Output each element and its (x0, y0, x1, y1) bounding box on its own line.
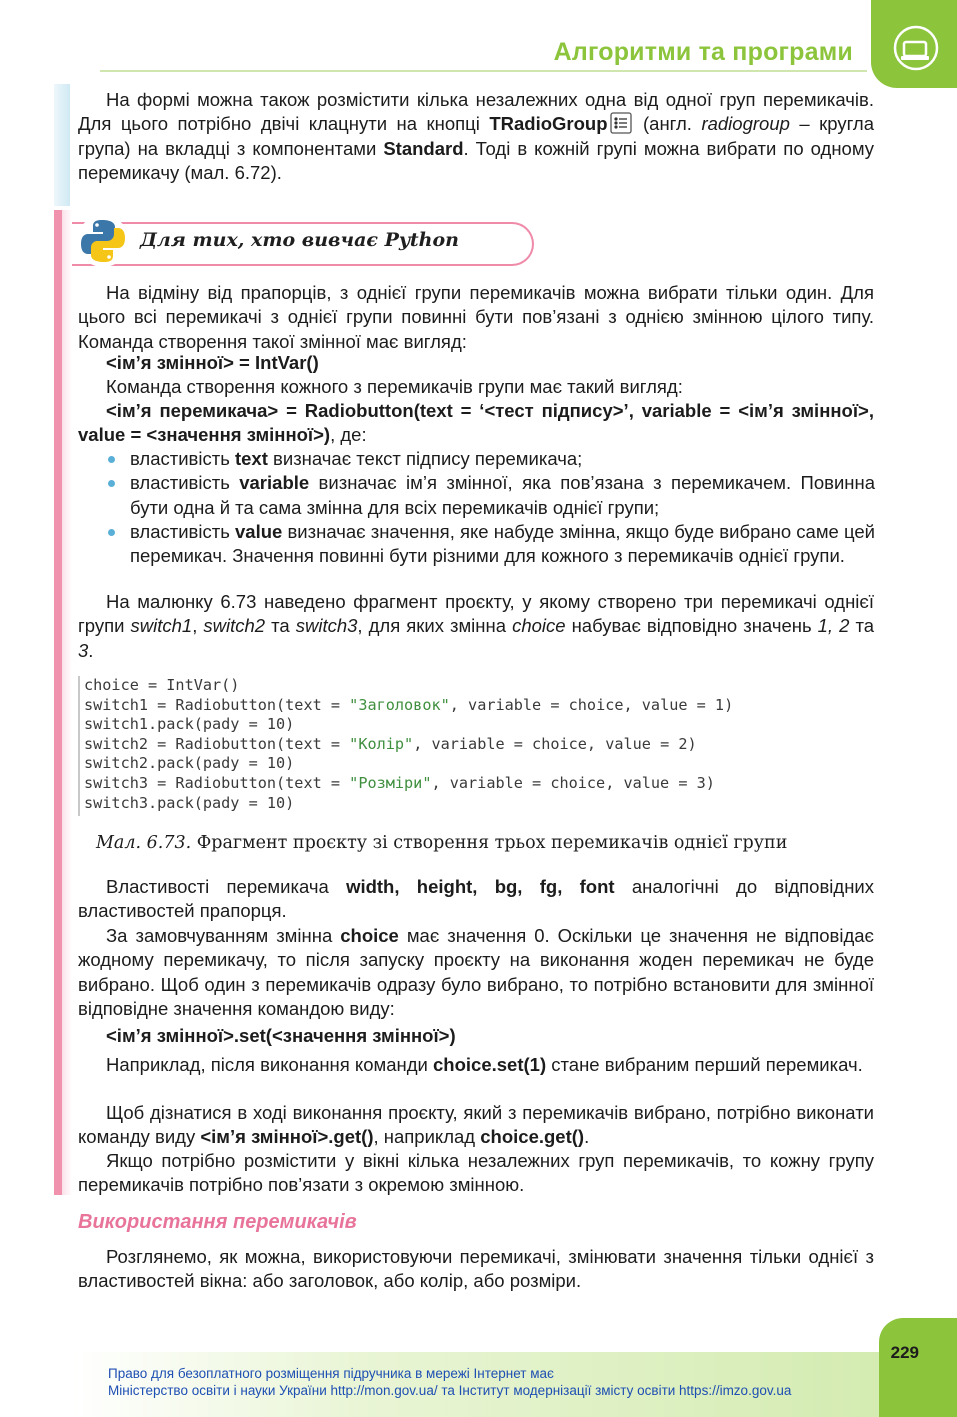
bullet-icon (108, 456, 115, 463)
intvar-command: <ім’я змінної> = IntVar() (106, 352, 319, 373)
python-paragraph-6: Наприклад, після виконання команди choice.set(1) стане вибраним перший перемикач. (106, 1054, 863, 1075)
section-heading: Використання перемикачів (78, 1211, 357, 1233)
chapter-title: Алгоритми та програми (553, 38, 853, 66)
code-line: choice = IntVar() (84, 676, 240, 694)
bullet-icon (108, 529, 115, 536)
code-line: switch1 = Radiobutton(text = "Заголовок", variable = choice, value = 1) (84, 695, 734, 714)
python-paragraph-2: Команда створення кожного з перемикачів групи має такий вигляд: (106, 376, 683, 397)
radiogroup-icon (610, 112, 632, 134)
intro-accent-bar (54, 84, 70, 206)
header-divider (100, 70, 867, 72)
list-item: властивість value визначає значення, яке набуде змінна, якщо буде вибрано саме цей перемикач. Значення повинні бути різними для кожного з перемикачів однієї групи. (103, 520, 875, 569)
code-line: switch2.pack(pady = 10) (84, 754, 295, 773)
section-paragraph: Розглянемо, як можна, використовуючи перемикачі, змінювати значення тільки однієї з властивостей вікна: або заголовок, або колір, або розміри. (78, 1246, 874, 1292)
code-listing (84, 676, 733, 813)
python-paragraph-3: На малюнку 6.73 наведено фрагмент проєкту, у якому створено три перемикачі однієї групи switch1, switch2 та switch3, для яких змінна choice набуває відповідно значень 1, 2 та 3. (78, 591, 874, 661)
code-listing-border (78, 676, 80, 816)
set-command: <ім’я змінної>.set(<значення змінної>) (106, 1025, 456, 1046)
python-section-shade (62, 210, 72, 1195)
python-paragraph-8: Якщо потрібно розмістити у вікні кілька незалежних груп перемикачів, то кожну групу перемикачів потрібно пов’язати з окремою змінною. (78, 1150, 874, 1196)
python-paragraph-7: Щоб дізнатися в ході виконання проєкту, який з перемикачів вибрано, потрібно виконати команду виду <ім’я змінної>.get(), наприклад choice.get(). (78, 1102, 874, 1148)
page-number-tab (879, 1318, 957, 1417)
page-number: 229 (890, 1343, 919, 1362)
bullet-icon (108, 480, 115, 487)
python-section-bar (54, 210, 62, 1195)
intro-paragraph: На формі можна також розмістити кілька незалежних одна від одної груп перемикачів. Для цього потрібно двічі клацнути на кнопці TRadioGroup (англ. radiogroup – кругла група) на вкладці з компонентами Standard. Тоді в кожній групі можна вибрати по одному перемикачу (мал. 6.72). (78, 89, 874, 183)
python-banner-title: Для тих, хто вивчає Python (140, 229, 459, 251)
python-paragraph-5: За замовчуванням змінна choice має значення 0. Оскільки це значення не відповідає жодному перемикачу, то після запуску проєкту на виконання жоден перемикач не буде вибрано. Щоб один з перемикачів одразу було вибрано, то потрібно встановити для змінної відповідне значення командою виду: (78, 925, 874, 1019)
footer-line-2: Міністерство освіти і науки України http://mon.gov.ua/ та Інститут модернізації змісту освіти https://imzo.gov.ua (108, 1382, 792, 1398)
code-line: switch3.pack(pady = 10) (84, 793, 295, 812)
code-line: switch2 = Radiobutton(text = "Колір", variable = choice, value = 2) (84, 734, 697, 753)
list-item: властивість variable визначає ім’я змінної, яка пов’язана з перемикачем. Повинна бути одна й та сама змінна для всіх перемикачів однієї групи; (103, 471, 875, 520)
code-line: switch3 = Radiobutton(text = "Розміри", variable = choice, value = 3) (84, 773, 715, 792)
footer-notice (108, 1366, 791, 1399)
python-paragraph-1: На відміну від прапорців, з однієї групи перемикачів можна вибрати тільки один. Для цього всі перемикачі з однієї групи повинні бути пов’язані з однією змінною цілого типу. Команда створення такої змінної має вигляд: (78, 282, 874, 352)
property-list (103, 447, 875, 568)
python-logo-icon (76, 214, 130, 268)
code-line: switch1.pack(pady = 10) (84, 715, 295, 734)
figure-caption: Мал. 6.73. Фрагмент проєкту зі створення трьох перемикачів однієї групи (96, 833, 788, 853)
radiobutton-command: <ім’я перемикача> = Radiobutton(text = ‘<тест підпису>’, variable = <ім’я змінної>, value = <значення змінної>), де: (78, 400, 874, 446)
footer-line-1: Право для безоплатного розміщення підручника в мережі Інтернет має (108, 1366, 554, 1381)
computer-icon (893, 25, 939, 71)
python-paragraph-4: Властивості перемикача width, height, bg, fg, font аналогічні до відповідних властивостей прапорця. (78, 876, 875, 922)
list-item: властивість text визначає текст підпису перемикача; (103, 447, 875, 471)
